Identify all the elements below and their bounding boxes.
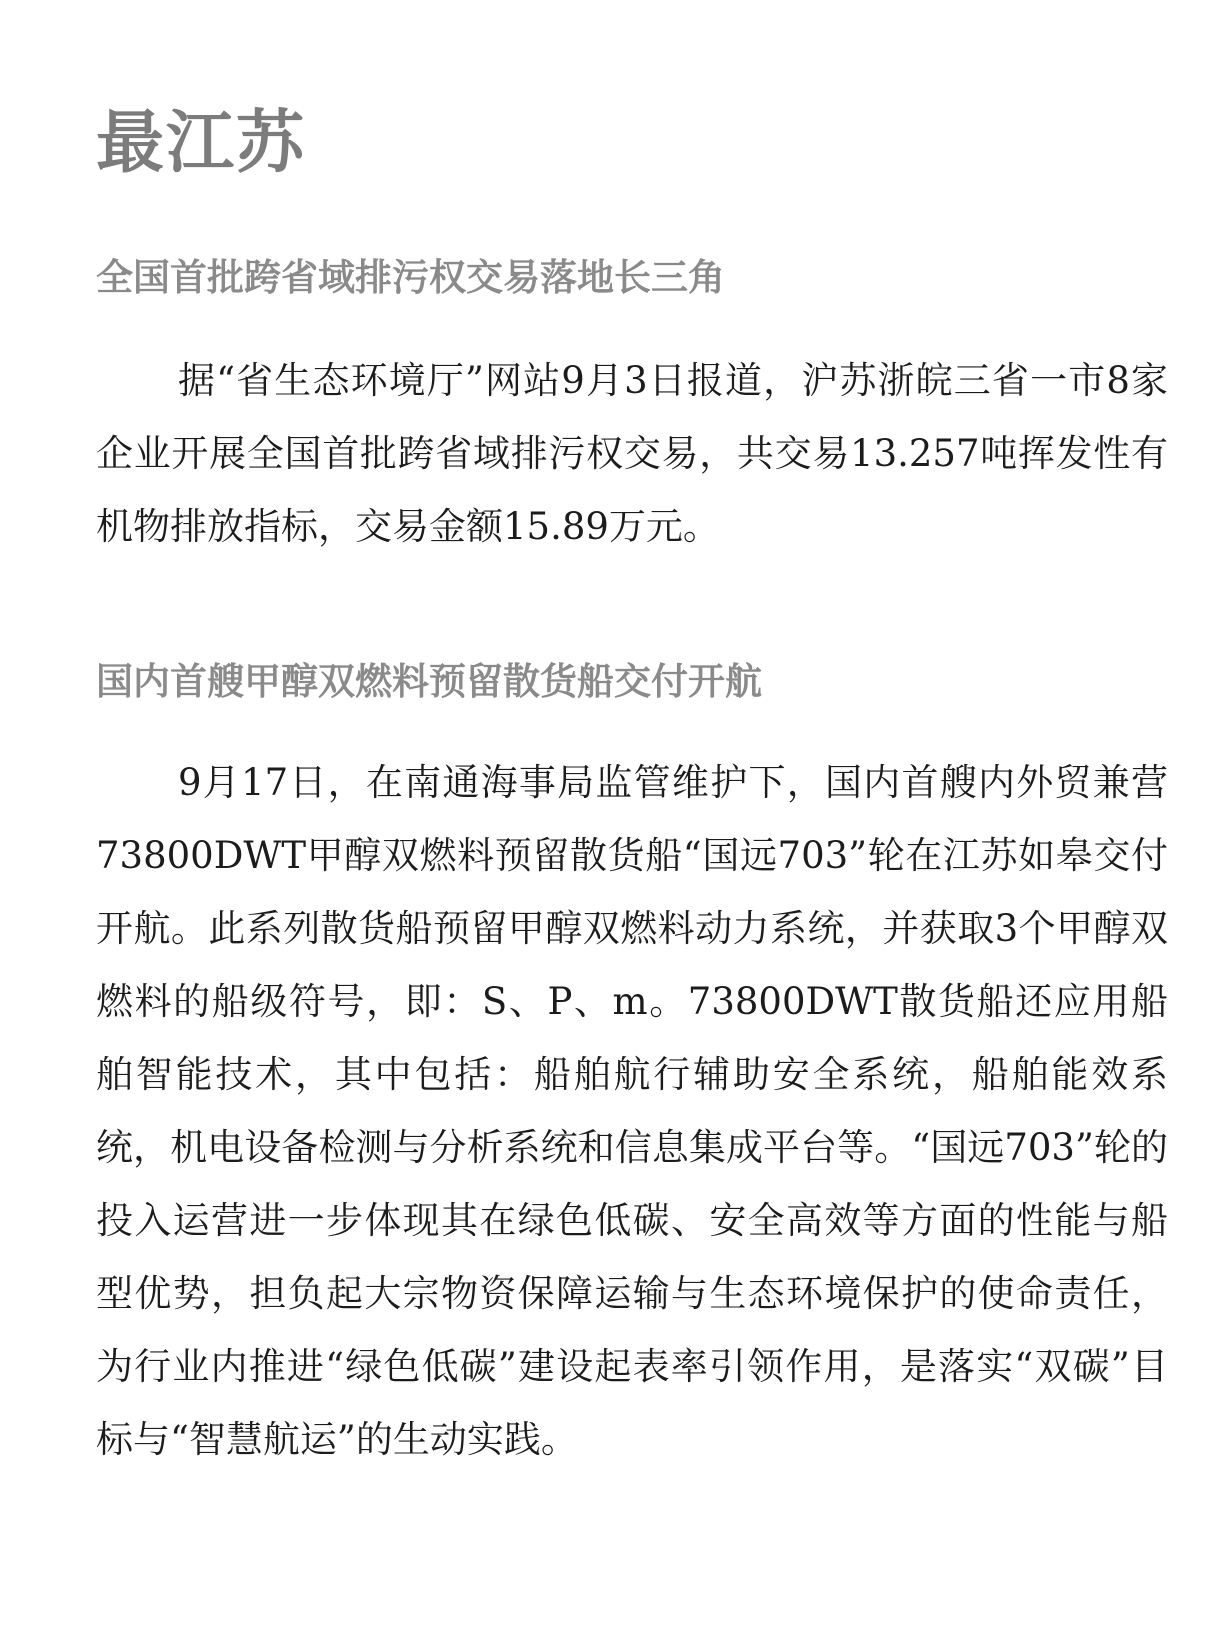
article-body: 9月17日，在南通海事局监管维护下，国内首艘内外贸兼营73800DWT甲醇双燃料预留散货船“国远703”轮在江苏如皋交付开航。此系列散货船预留甲醇双燃料动力系统，并获取3个甲醇双燃料的船级符号，即：S、P、m。73800DWT散货船还应用船舶智能技术，其中包括：船舶航行辅助安全系统，船舶能效系统，机电设备检测与分析系统和信息集成平台等。“国远703”轮的投入运营进一步体现其在绿色低碳、安全高效等方面的性能与船型优势，担负起大宗物资保障运输与生态环境保护的使命责任，为行业内推进“绿色低碳”建设起表率引领作用，是落实“双碳”目标与“智慧航运”的生动实践。 — [96, 761, 1168, 1461]
article-headline: 国内首艘甲醇双燃料预留散货船交付开航 — [96, 660, 762, 703]
article-headline: 全国首批跨省域排污权交易落地长三角 — [96, 256, 725, 299]
section-title: 最江苏 — [96, 104, 307, 183]
article-body: 据“省生态环境厅”网站9月3日报道，沪苏浙皖三省一市8家企业开展全国首批跨省域排污权交易，共交易13.257吨挥发性有机物排放指标，交易金额15.89万元。 — [96, 359, 1168, 548]
